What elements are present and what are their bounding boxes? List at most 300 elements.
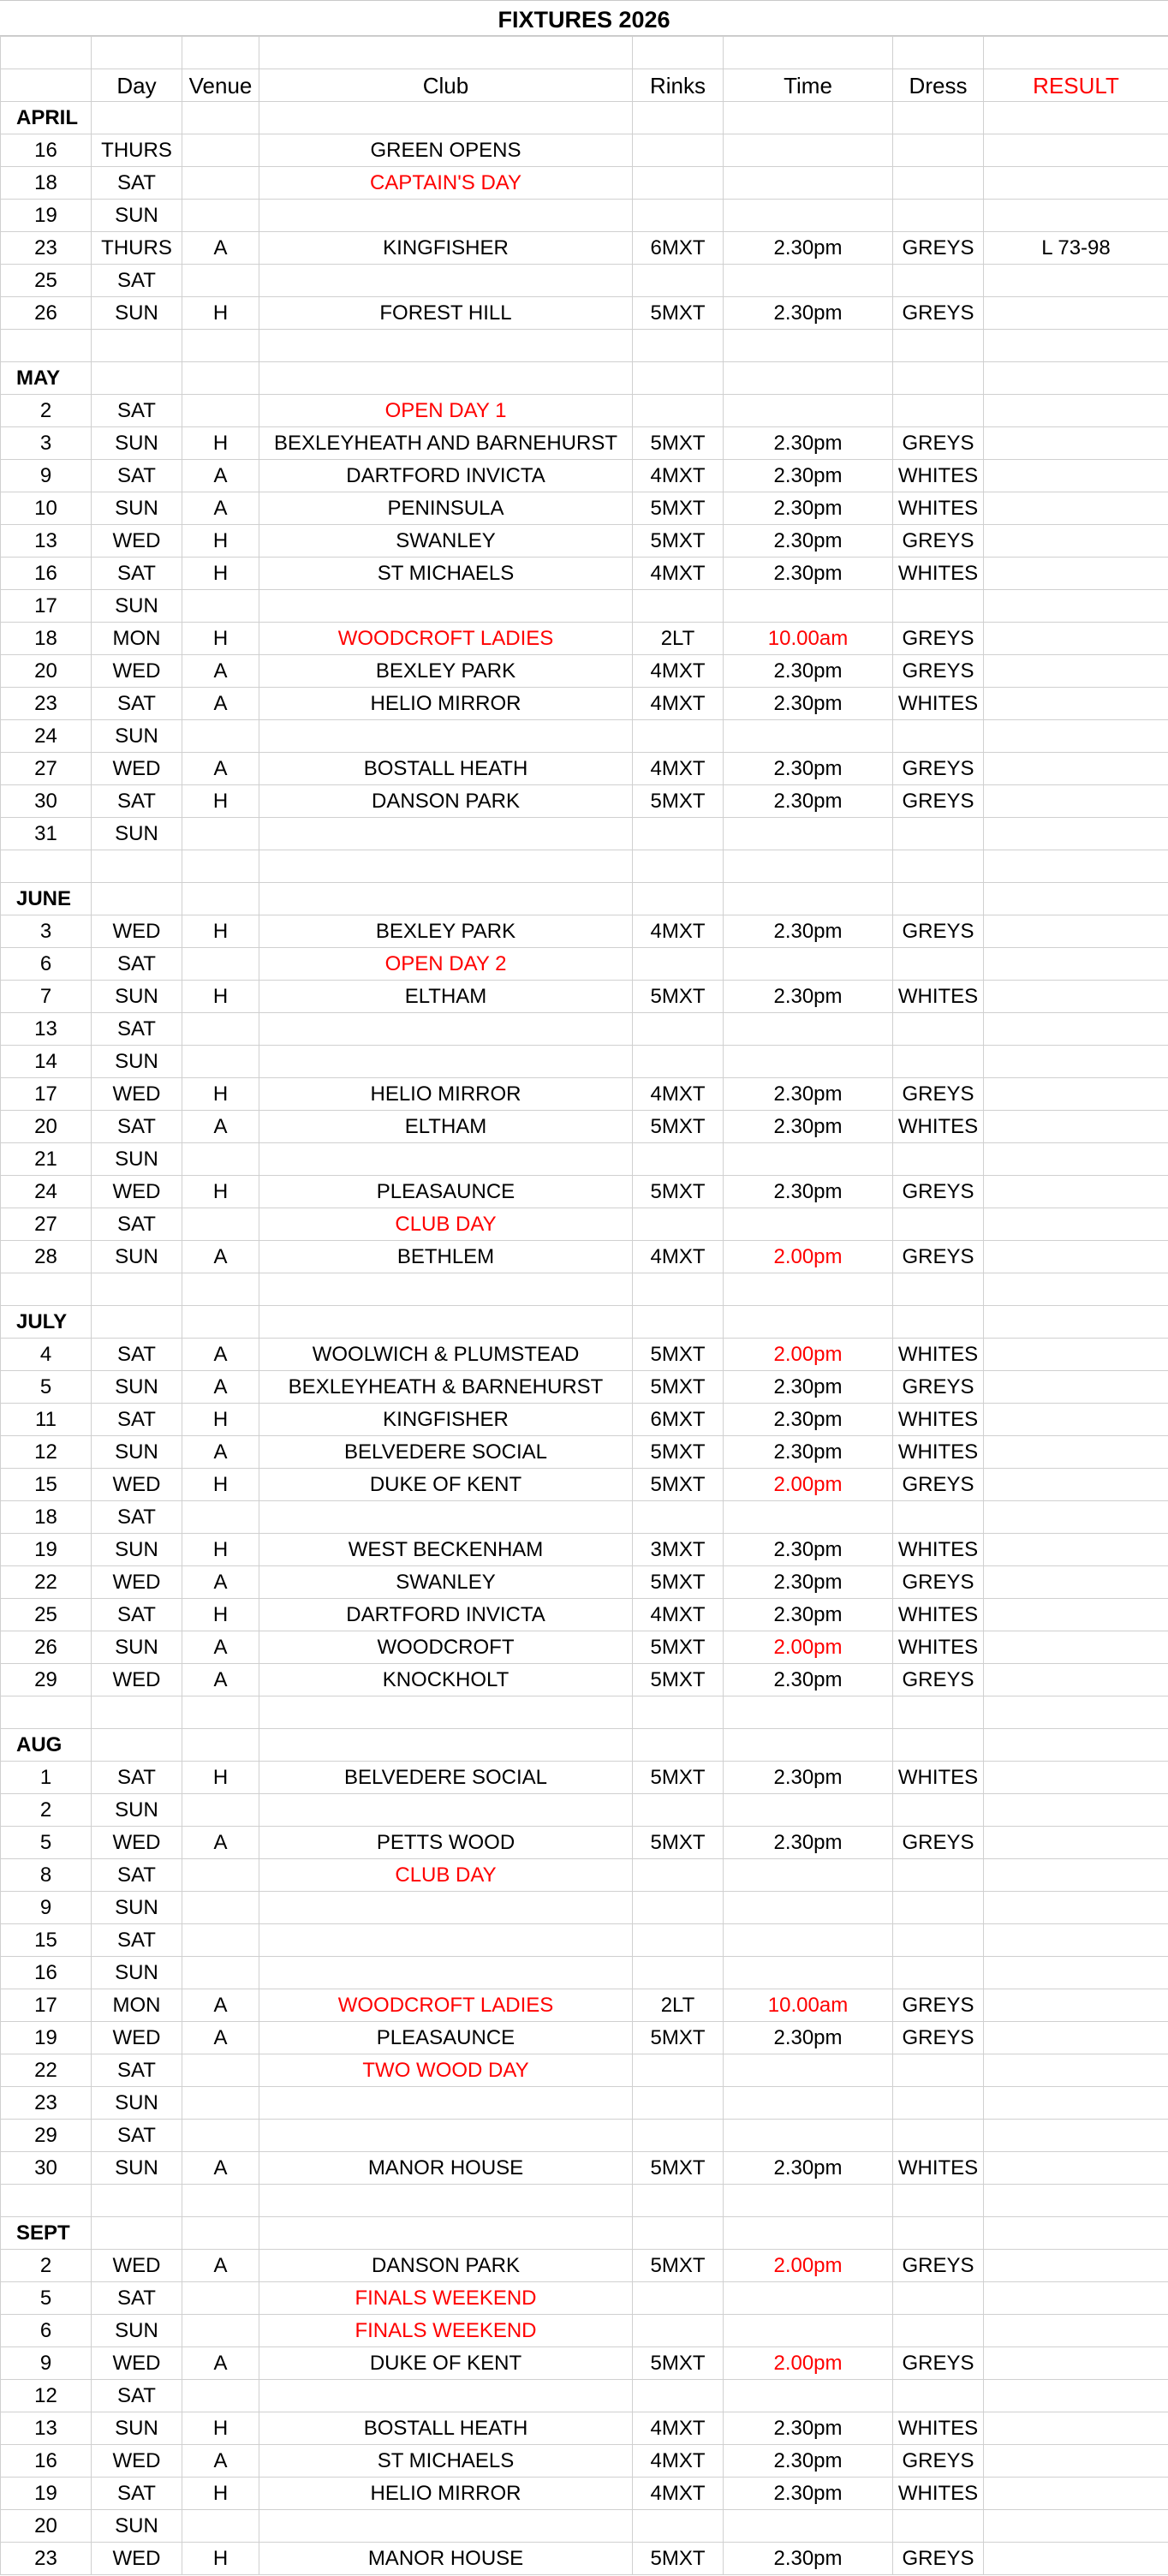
date-cell: 17 — [1, 1078, 92, 1111]
result-cell — [984, 2054, 1168, 2087]
club-cell: DANSON PARK — [259, 2250, 633, 2282]
venue-cell: H — [182, 1469, 259, 1501]
dress-cell: GREYS — [893, 1176, 984, 1208]
header-cell-rinks: Rinks — [633, 69, 724, 102]
dress-cell: WHITES — [893, 558, 984, 590]
time-cell — [724, 1924, 893, 1957]
empty-cell — [92, 37, 182, 69]
empty-cell — [633, 2185, 724, 2217]
rinks-cell: 4MXT — [633, 655, 724, 688]
club-cell: CAPTAIN'S DAY — [259, 167, 633, 200]
result-cell — [984, 2315, 1168, 2347]
day-cell: SAT — [92, 785, 182, 818]
fixture-row — [1, 2445, 1168, 2478]
empty-cell — [92, 1696, 182, 1729]
empty-cell — [984, 883, 1168, 915]
venue-cell — [182, 2510, 259, 2543]
fixture-row — [1, 134, 1168, 167]
result-cell — [984, 2282, 1168, 2315]
empty-cell — [893, 2185, 984, 2217]
rinks-cell: 4MXT — [633, 460, 724, 492]
dress-cell: GREYS — [893, 1664, 984, 1696]
rinks-cell: 4MXT — [633, 1599, 724, 1631]
result-cell — [984, 1339, 1168, 1371]
fixture-row — [1, 232, 1168, 265]
venue-cell: A — [182, 2445, 259, 2478]
rinks-cell: 5MXT — [633, 427, 724, 460]
venue-cell: A — [182, 1339, 259, 1371]
rinks-cell: 4MXT — [633, 753, 724, 785]
dress-cell: GREYS — [893, 1827, 984, 1859]
date-cell: 1 — [1, 1762, 92, 1794]
rinks-cell: 4MXT — [633, 688, 724, 720]
day-cell: SUN — [92, 1957, 182, 1989]
dress-cell — [893, 167, 984, 200]
result-cell — [984, 395, 1168, 427]
venue-cell — [182, 720, 259, 753]
empty-cell — [92, 1273, 182, 1306]
club-cell: WOOLWICH & PLUMSTEAD — [259, 1339, 633, 1371]
time-cell — [724, 1859, 893, 1892]
club-cell — [259, 2120, 633, 2152]
venue-cell: H — [182, 785, 259, 818]
venue-cell — [182, 1143, 259, 1176]
empty-cell — [724, 37, 893, 69]
day-cell: WED — [92, 1664, 182, 1696]
date-cell: 2 — [1, 1794, 92, 1827]
day-cell: SUN — [92, 2412, 182, 2445]
day-cell: SUN — [92, 427, 182, 460]
empty-cell — [92, 362, 182, 395]
time-cell — [724, 1794, 893, 1827]
date-cell: 6 — [1, 948, 92, 981]
date-cell: 20 — [1, 1111, 92, 1143]
blank-row — [1, 2185, 1168, 2217]
result-cell — [984, 460, 1168, 492]
venue-cell: A — [182, 1989, 259, 2022]
club-cell: SWANLEY — [259, 1566, 633, 1599]
club-cell: BOSTALL HEATH — [259, 753, 633, 785]
time-cell: 10.00am — [724, 623, 893, 655]
date-cell: 5 — [1, 2282, 92, 2315]
fixture-row — [1, 525, 1168, 558]
day-cell: SAT — [92, 2478, 182, 2510]
day-cell: SUN — [92, 2315, 182, 2347]
fixture-row — [1, 1404, 1168, 1436]
venue-cell: H — [182, 2412, 259, 2445]
club-cell: DARTFORD INVICTA — [259, 460, 633, 492]
empty-cell — [259, 330, 633, 362]
date-cell: 24 — [1, 720, 92, 753]
blank-row — [1, 1696, 1168, 1729]
fixture-row — [1, 2478, 1168, 2510]
rinks-cell — [633, 1501, 724, 1534]
rinks-cell: 6MXT — [633, 1404, 724, 1436]
club-cell: TWO WOOD DAY — [259, 2054, 633, 2087]
dress-cell — [893, 1859, 984, 1892]
venue-cell — [182, 200, 259, 232]
rinks-cell: 4MXT — [633, 2478, 724, 2510]
dress-cell — [893, 2120, 984, 2152]
time-cell: 2.30pm — [724, 2543, 893, 2575]
time-cell — [724, 395, 893, 427]
club-cell: PLEASAUNCE — [259, 2022, 633, 2054]
rinks-cell — [633, 395, 724, 427]
day-cell: SAT — [92, 2380, 182, 2412]
day-cell: SAT — [92, 1404, 182, 1436]
rinks-cell: 5MXT — [633, 1664, 724, 1696]
venue-cell: A — [182, 655, 259, 688]
day-cell: WED — [92, 1469, 182, 1501]
date-cell: 28 — [1, 1241, 92, 1273]
result-cell — [984, 1859, 1168, 1892]
day-cell: SAT — [92, 1924, 182, 1957]
fixture-row — [1, 492, 1168, 525]
time-cell: 2.30pm — [724, 753, 893, 785]
fixture-row — [1, 460, 1168, 492]
header-cell-dress: Dress — [893, 69, 984, 102]
venue-cell — [182, 134, 259, 167]
empty-cell — [724, 1729, 893, 1762]
club-cell — [259, 265, 633, 297]
time-cell: 2.30pm — [724, 785, 893, 818]
empty-cell — [724, 850, 893, 883]
date-cell: 26 — [1, 1631, 92, 1664]
fixture-row — [1, 2282, 1168, 2315]
club-cell — [259, 2510, 633, 2543]
club-cell: WOODCROFT LADIES — [259, 623, 633, 655]
fixture-row — [1, 688, 1168, 720]
empty-cell — [633, 1306, 724, 1339]
fixture-row — [1, 2510, 1168, 2543]
dress-cell: WHITES — [893, 2478, 984, 2510]
rinks-cell — [633, 2282, 724, 2315]
day-cell: SUN — [92, 1241, 182, 1273]
day-cell: THURS — [92, 134, 182, 167]
fixture-row — [1, 2054, 1168, 2087]
dress-cell — [893, 395, 984, 427]
empty-cell — [182, 1696, 259, 1729]
fixture-row — [1, 818, 1168, 850]
date-cell: 18 — [1, 1501, 92, 1534]
rinks-cell: 2LT — [633, 623, 724, 655]
rinks-cell: 5MXT — [633, 981, 724, 1013]
fixture-row — [1, 915, 1168, 948]
empty-cell — [893, 850, 984, 883]
dress-cell: GREYS — [893, 2022, 984, 2054]
dress-cell: GREYS — [893, 785, 984, 818]
date-cell: 20 — [1, 2510, 92, 2543]
venue-cell: H — [182, 1599, 259, 1631]
club-cell — [259, 818, 633, 850]
dress-cell — [893, 265, 984, 297]
rinks-cell: 4MXT — [633, 2412, 724, 2445]
club-cell: PLEASAUNCE — [259, 1176, 633, 1208]
time-cell: 2.00pm — [724, 1631, 893, 1664]
result-cell — [984, 1371, 1168, 1404]
date-cell: 19 — [1, 2478, 92, 2510]
date-cell: 27 — [1, 1208, 92, 1241]
empty-cell — [1, 1273, 92, 1306]
empty-cell — [984, 1273, 1168, 1306]
date-cell: 23 — [1, 2087, 92, 2120]
rinks-cell — [633, 2380, 724, 2412]
empty-cell — [984, 37, 1168, 69]
result-cell — [984, 948, 1168, 981]
time-cell: 2.30pm — [724, 655, 893, 688]
month-row — [1, 1306, 1168, 1339]
day-cell: SUN — [92, 1436, 182, 1469]
date-cell: 11 — [1, 1404, 92, 1436]
result-cell — [984, 1013, 1168, 1046]
fixture-row — [1, 1924, 1168, 1957]
fixture-row — [1, 948, 1168, 981]
time-cell: 2.30pm — [724, 1534, 893, 1566]
rinks-cell — [633, 1957, 724, 1989]
date-cell: 2 — [1, 2250, 92, 2282]
day-cell: SAT — [92, 1208, 182, 1241]
empty-cell — [724, 1273, 893, 1306]
club-cell: SWANLEY — [259, 525, 633, 558]
fixture-row — [1, 1566, 1168, 1599]
time-cell — [724, 2054, 893, 2087]
dress-cell: GREYS — [893, 427, 984, 460]
date-cell: 5 — [1, 1371, 92, 1404]
club-cell: FOREST HILL — [259, 297, 633, 330]
time-cell: 10.00am — [724, 1989, 893, 2022]
day-cell: SAT — [92, 948, 182, 981]
empty-cell — [259, 1273, 633, 1306]
fixture-row — [1, 1436, 1168, 1469]
venue-cell: H — [182, 623, 259, 655]
venue-cell: A — [182, 688, 259, 720]
fixture-row — [1, 1989, 1168, 2022]
empty-cell — [893, 330, 984, 362]
fixture-row — [1, 1859, 1168, 1892]
rinks-cell — [633, 1143, 724, 1176]
time-cell — [724, 167, 893, 200]
empty-cell — [182, 1273, 259, 1306]
empty-cell — [984, 102, 1168, 134]
club-cell: BELVEDERE SOCIAL — [259, 1762, 633, 1794]
dress-cell — [893, 818, 984, 850]
club-cell: ST MICHAELS — [259, 2445, 633, 2478]
club-cell — [259, 1957, 633, 1989]
fixture-row — [1, 655, 1168, 688]
club-cell — [259, 1794, 633, 1827]
day-cell: WED — [92, 2022, 182, 2054]
day-cell: WED — [92, 2250, 182, 2282]
dress-cell: GREYS — [893, 1371, 984, 1404]
empty-cell — [92, 1306, 182, 1339]
day-cell: SUN — [92, 1371, 182, 1404]
date-cell: 10 — [1, 492, 92, 525]
dress-cell — [893, 134, 984, 167]
rinks-cell — [633, 2315, 724, 2347]
empty-cell — [984, 2217, 1168, 2250]
date-cell: 17 — [1, 1989, 92, 2022]
time-cell — [724, 2510, 893, 2543]
venue-cell: H — [182, 1534, 259, 1566]
date-cell: 18 — [1, 167, 92, 200]
club-cell: DARTFORD INVICTA — [259, 1599, 633, 1631]
time-cell: 2.30pm — [724, 460, 893, 492]
month-row — [1, 102, 1168, 134]
day-cell: SUN — [92, 2510, 182, 2543]
result-cell — [984, 981, 1168, 1013]
venue-cell — [182, 1957, 259, 1989]
dress-cell — [893, 2510, 984, 2543]
fixture-row — [1, 1241, 1168, 1273]
club-cell: BEXLEY PARK — [259, 915, 633, 948]
result-cell — [984, 1631, 1168, 1664]
dress-cell: GREYS — [893, 623, 984, 655]
rinks-cell: 5MXT — [633, 2250, 724, 2282]
time-cell: 2.30pm — [724, 525, 893, 558]
rinks-cell — [633, 2510, 724, 2543]
dress-cell: GREYS — [893, 2543, 984, 2575]
result-cell — [984, 2087, 1168, 2120]
club-cell: WOODCROFT — [259, 1631, 633, 1664]
club-cell: WEST BECKENHAM — [259, 1534, 633, 1566]
result-cell: L 73-98 — [984, 232, 1168, 265]
result-cell — [984, 1794, 1168, 1827]
blank-row — [1, 330, 1168, 362]
time-cell: 2.30pm — [724, 427, 893, 460]
dress-cell: WHITES — [893, 2152, 984, 2185]
result-cell — [984, 1534, 1168, 1566]
club-cell: KINGFISHER — [259, 1404, 633, 1436]
day-cell: WED — [92, 1566, 182, 1599]
club-cell: BEXLEYHEATH & BARNEHURST — [259, 1371, 633, 1404]
venue-cell: H — [182, 1404, 259, 1436]
dress-cell: GREYS — [893, 2445, 984, 2478]
day-cell: SAT — [92, 558, 182, 590]
time-cell — [724, 1501, 893, 1534]
empty-cell — [92, 330, 182, 362]
dress-cell: GREYS — [893, 1469, 984, 1501]
rinks-cell — [633, 1924, 724, 1957]
venue-cell: A — [182, 460, 259, 492]
venue-cell — [182, 1859, 259, 1892]
venue-cell — [182, 2315, 259, 2347]
empty-cell — [259, 2217, 633, 2250]
venue-cell: H — [182, 1762, 259, 1794]
fixture-row — [1, 427, 1168, 460]
dress-cell: GREYS — [893, 1566, 984, 1599]
rinks-cell: 3MXT — [633, 1534, 724, 1566]
result-cell — [984, 655, 1168, 688]
day-cell: SAT — [92, 1013, 182, 1046]
empty-cell — [259, 883, 633, 915]
time-cell: 2.30pm — [724, 492, 893, 525]
day-cell: SAT — [92, 460, 182, 492]
date-cell: 15 — [1, 1924, 92, 1957]
result-cell — [984, 1501, 1168, 1534]
date-cell: 5 — [1, 1827, 92, 1859]
date-cell: 12 — [1, 1436, 92, 1469]
time-cell: 2.30pm — [724, 1078, 893, 1111]
rinks-cell: 4MXT — [633, 1241, 724, 1273]
fixture-row — [1, 1078, 1168, 1111]
dress-cell: WHITES — [893, 1111, 984, 1143]
day-cell: SUN — [92, 492, 182, 525]
dress-cell: WHITES — [893, 1339, 984, 1371]
date-cell: 23 — [1, 232, 92, 265]
rinks-cell — [633, 200, 724, 232]
date-cell: 31 — [1, 818, 92, 850]
date-cell: 17 — [1, 590, 92, 623]
club-cell: ELTHAM — [259, 1111, 633, 1143]
month-row — [1, 362, 1168, 395]
time-cell: 2.00pm — [724, 2347, 893, 2380]
day-cell: SAT — [92, 2120, 182, 2152]
day-cell: SUN — [92, 1892, 182, 1924]
club-cell: DUKE OF KENT — [259, 1469, 633, 1501]
dress-cell: GREYS — [893, 232, 984, 265]
venue-cell: A — [182, 1566, 259, 1599]
date-cell: 9 — [1, 2347, 92, 2380]
time-cell: 2.30pm — [724, 1176, 893, 1208]
result-cell — [984, 134, 1168, 167]
empty-cell — [984, 1306, 1168, 1339]
venue-cell: A — [182, 1436, 259, 1469]
time-cell: 2.00pm — [724, 1241, 893, 1273]
result-cell — [984, 1924, 1168, 1957]
empty-cell — [984, 850, 1168, 883]
date-cell: 29 — [1, 2120, 92, 2152]
day-cell: SAT — [92, 167, 182, 200]
dress-cell: WHITES — [893, 1534, 984, 1566]
rinks-cell — [633, 2120, 724, 2152]
venue-cell: H — [182, 2478, 259, 2510]
club-cell: BEXLEY PARK — [259, 655, 633, 688]
club-cell: DUKE OF KENT — [259, 2347, 633, 2380]
time-cell: 2.30pm — [724, 2022, 893, 2054]
result-cell — [984, 2543, 1168, 2575]
empty-cell — [893, 1306, 984, 1339]
header-cell-day: Day — [92, 69, 182, 102]
result-cell — [984, 558, 1168, 590]
empty-cell — [984, 1729, 1168, 1762]
day-cell: WED — [92, 2445, 182, 2478]
date-cell: 26 — [1, 297, 92, 330]
date-cell: 19 — [1, 200, 92, 232]
venue-cell — [182, 2054, 259, 2087]
day-cell: SUN — [92, 297, 182, 330]
venue-cell: A — [182, 2152, 259, 2185]
date-cell: 13 — [1, 2412, 92, 2445]
rinks-cell: 5MXT — [633, 2347, 724, 2380]
fixture-row — [1, 1534, 1168, 1566]
club-cell: OPEN DAY 2 — [259, 948, 633, 981]
header-row — [1, 69, 1168, 102]
empty-cell — [259, 1729, 633, 1762]
day-cell: SAT — [92, 1111, 182, 1143]
fixture-row — [1, 1339, 1168, 1371]
date-cell: 14 — [1, 1046, 92, 1078]
dress-cell — [893, 2380, 984, 2412]
date-cell: 27 — [1, 753, 92, 785]
month-label: AUG — [1, 1729, 92, 1762]
dress-cell: WHITES — [893, 2412, 984, 2445]
time-cell — [724, 2380, 893, 2412]
rinks-cell — [633, 2054, 724, 2087]
fixture-row — [1, 2087, 1168, 2120]
date-cell: 9 — [1, 1892, 92, 1924]
time-cell — [724, 2087, 893, 2120]
fixture-row — [1, 2152, 1168, 2185]
